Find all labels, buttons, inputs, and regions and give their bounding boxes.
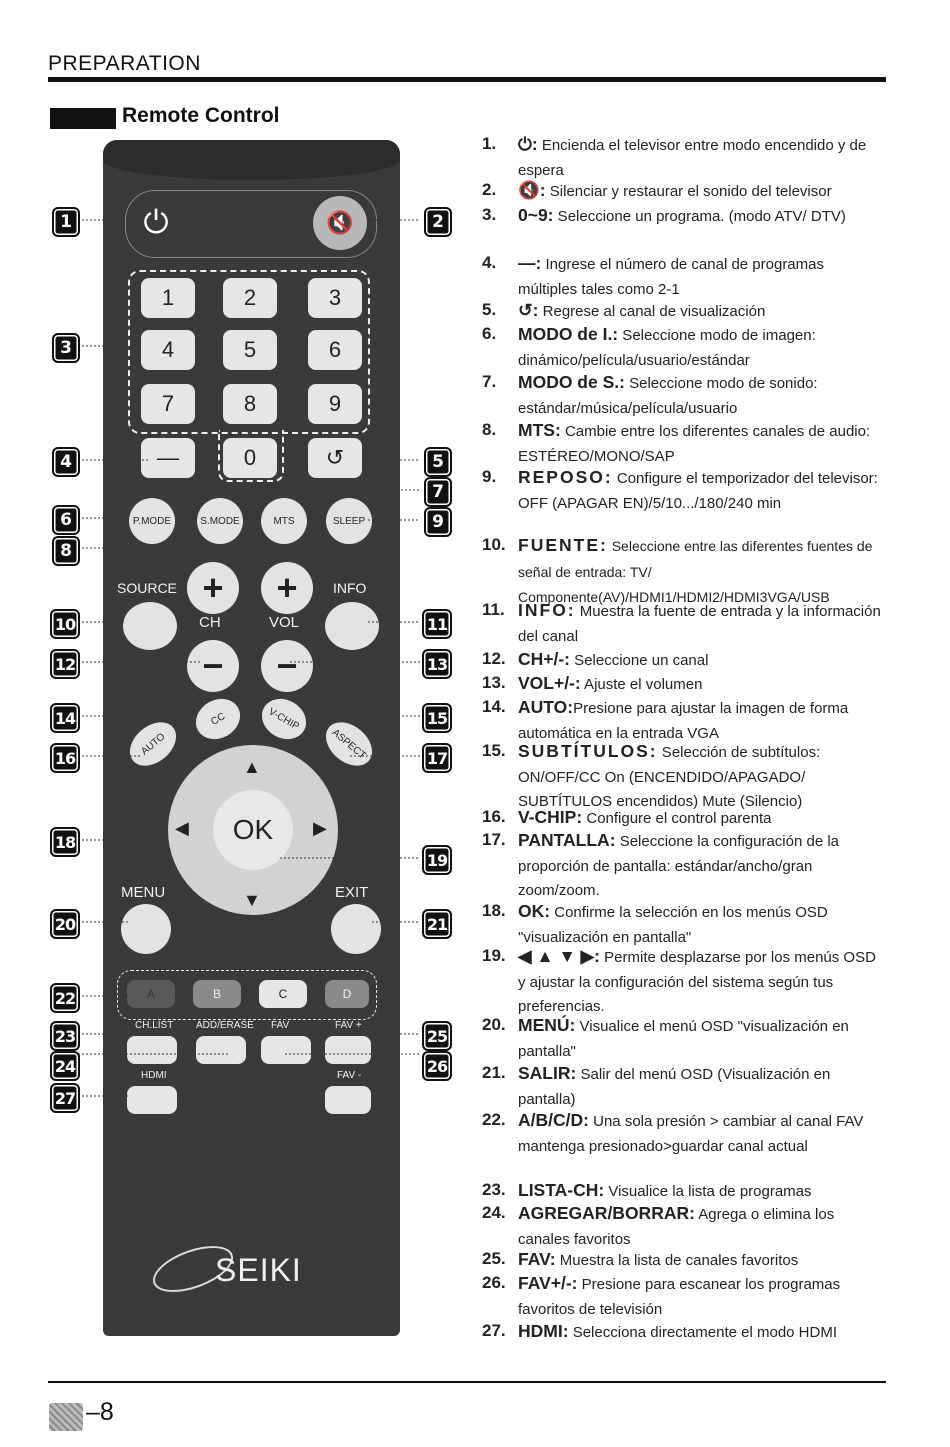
legend-item: 4. —: Ingrese el número de canal de programas múltiples tales como 2-1 xyxy=(482,253,824,298)
callout-badge: 5 xyxy=(424,447,452,477)
legend-item: 18. OK: Confirme la selección en los menús OSD "visualización en pantalla" xyxy=(482,901,828,946)
callout-badge: 13 xyxy=(422,649,452,679)
footer-rule xyxy=(48,1381,886,1383)
legend-item: 16. V-CHIP: Configure el control parenta xyxy=(482,807,772,827)
page-header: PREPARATION xyxy=(48,52,201,75)
fav-label: FAV xyxy=(271,1020,290,1031)
callout-badge: 12 xyxy=(50,649,80,679)
digit-5-button: 5 xyxy=(223,330,277,370)
callout-badge: 24 xyxy=(50,1051,80,1081)
legend-item: 23. LISTA-CH: Visualice la lista de programas xyxy=(482,1180,812,1200)
page-number: –8 xyxy=(86,1398,114,1426)
digit-1-button: 1 xyxy=(141,278,195,318)
callout-badge: 15 xyxy=(422,703,452,733)
legend-item: 21. SALIR: Salir del menú OSD (Visualización en pantalla) xyxy=(482,1063,831,1108)
callout-badge: 25 xyxy=(422,1021,452,1051)
callout-badge: 14 xyxy=(50,703,80,733)
up-arrow-icon: ▲ xyxy=(243,757,261,777)
vol-plus-button: + xyxy=(261,562,313,614)
legend-item: 27. HDMI: Selecciona directamente el modo HDMI xyxy=(482,1321,838,1341)
callout-badge: 1 xyxy=(52,207,80,237)
fav-plus-label: FAV + xyxy=(335,1020,362,1031)
legend-item: 26. FAV+/-: Presione para escanear los programas favoritos de televisión xyxy=(482,1273,841,1318)
pmode-button: P.MODE xyxy=(129,498,175,544)
menu-label: MENU xyxy=(121,884,166,901)
mute-icon: 🔇 xyxy=(313,196,367,250)
callout-badge: 26 xyxy=(422,1051,452,1081)
exit-label: EXIT xyxy=(335,884,369,901)
legend-item: 9. REPOSO: Configure el temporizador del televisor: OFF (APAGAR EN)/5/10.../180/240 min xyxy=(482,467,878,512)
vol-label: VOL xyxy=(269,614,300,631)
legend-item: 25. FAV: Muestra la lista de canales favoritos xyxy=(482,1249,799,1269)
hdmi-label: HDMI xyxy=(141,1070,167,1081)
callout-badge: 9 xyxy=(424,507,452,537)
legend-item: 6. MODO de I.: Seleccione modo de imagen: dinámico/película/usuario/estándar xyxy=(482,324,816,369)
digit-0-button: 0 xyxy=(223,438,277,478)
smode-button: S.MODE xyxy=(197,498,243,544)
legend-item: 17. PANTALLA: Seleccione la configuración de la proporción de pantalla: estándar/ancho/gran zoom/zoom. xyxy=(482,830,840,899)
legend-item: 12. CH+/-: Seleccione un canal xyxy=(482,649,709,669)
digit-8-button: 8 xyxy=(223,384,277,424)
digit-3-button: 3 xyxy=(308,278,362,318)
callout-badge: 4 xyxy=(52,447,80,477)
ch-label: CH xyxy=(199,614,221,631)
adderase-label: ADD/ERASE xyxy=(196,1020,254,1031)
digit-9-button: 9 xyxy=(308,384,362,424)
recall-icon: ↺ xyxy=(308,438,362,478)
fav-minus-label: FAV - xyxy=(337,1070,362,1081)
digit-6-button: 6 xyxy=(308,330,362,370)
legend-item: 20. MENÚ: Visualice el menú OSD "visualización en pantalla" xyxy=(482,1015,849,1060)
legend-item: 2. 🔇: Silenciar y restaurar el sonido del televisor xyxy=(482,180,832,200)
legend-item: 5. ↺: Regrese al canal de visualización xyxy=(482,300,766,320)
right-arrow-icon: ▶ xyxy=(313,818,327,838)
info-label: INFO xyxy=(333,580,367,596)
section-title: Remote Control xyxy=(122,104,280,127)
callout-badge: 19 xyxy=(422,845,452,875)
legend-item: 24. AGREGAR/BORRAR: Agrega o elimina los canales favoritos xyxy=(482,1203,835,1248)
power-icon: ⏻ xyxy=(143,204,169,240)
page-icon xyxy=(49,1403,83,1431)
legend-item: 7. MODO de S.: Seleccione modo de sonido: estándar/música/película/usuario xyxy=(482,372,818,417)
callout-badge: 8 xyxy=(52,536,80,566)
legend-item: 19. ◀ ▲ ▼ ▶: Permite desplazarse por los menús OSD y ajustar la configuración del sistema según tus preferencias. xyxy=(482,946,876,1015)
vchip-button: V-CHIP xyxy=(255,691,314,747)
b-button: B xyxy=(193,980,241,1008)
digit-4-button: 4 xyxy=(141,330,195,370)
legend-item: 11. INFO: Muestra la fuente de entrada y la información del canal xyxy=(482,600,881,645)
digit-7-button: 7 xyxy=(141,384,195,424)
callout-badge: 6 xyxy=(52,505,80,535)
callout-badge: 16 xyxy=(50,743,80,773)
ch-plus-button: + xyxy=(187,562,239,614)
callout-badge: 3 xyxy=(52,333,80,363)
vol-minus-button: − xyxy=(261,640,313,692)
dash-button: — xyxy=(141,438,195,478)
down-arrow-icon: ▼ xyxy=(243,890,261,910)
callout-badge: 7 xyxy=(424,477,452,507)
legend-item: 8. MTS: Cambie entre los diferentes canales de audio: ESTÉREO/MONO/SAP xyxy=(482,420,871,465)
legend-item: 3. 0~9: Seleccione un programa. (modo ATV/ DTV) xyxy=(482,205,846,225)
digit-2-button: 2 xyxy=(223,278,277,318)
legend-item: 15. SUBTÍTULOS: Selección de subtítulos: ON/OFF/CC On (ENCENDIDO/APAGADO/ SUBTÍTULOS encendidos) Mute (Silencio) xyxy=(482,741,821,810)
callout-badge: 17 xyxy=(422,743,452,773)
ok-button: OK xyxy=(213,790,293,870)
callout-badge: 20 xyxy=(50,909,80,939)
source-label: SOURCE xyxy=(117,580,177,596)
ch-minus-button: − xyxy=(187,640,239,692)
auto-button: AUTO xyxy=(122,713,185,774)
d-button: D xyxy=(325,980,369,1008)
chlist-label: CH.LIST xyxy=(135,1020,174,1031)
callout-badge: 22 xyxy=(50,983,80,1013)
callout-badge: 27 xyxy=(50,1083,80,1113)
callout-badge: 21 xyxy=(422,909,452,939)
callout-badge: 11 xyxy=(422,609,452,639)
left-arrow-icon: ◀ xyxy=(175,818,189,838)
callout-badge: 10 xyxy=(50,609,80,639)
aspect-button: ASPECT xyxy=(318,713,381,774)
legend-item: 13. VOL+/-: Ajuste el volumen xyxy=(482,673,703,693)
callout-badge: 23 xyxy=(50,1021,80,1051)
a-button: A xyxy=(127,980,175,1008)
legend-item: 14. AUTO:Presione para ajustar la imagen de forma automática en la entrada VGA xyxy=(482,697,849,742)
legend-item: 10. FUENTE: Seleccione entre las diferentes fuentes de señal de entrada: TV/ Componente(AV)/HDMI1/HDMI2/HDMI3VGA/USB xyxy=(482,535,873,605)
brand-logo: SEIKI xyxy=(215,1252,302,1288)
legend-item: 1. ⏻: Encienda el televisor entre modo encendido y de espera xyxy=(482,134,867,179)
sleep-button: SLEEP xyxy=(326,498,372,544)
c-button: C xyxy=(259,980,307,1008)
mts-button: MTS xyxy=(261,498,307,544)
legend-item: 22. A/B/C/D: Una sola presión > cambiar al canal FAV mantenga presionado>guardar canal actual xyxy=(482,1110,864,1155)
cc-button: CC xyxy=(189,691,248,747)
callout-badge: 2 xyxy=(424,207,452,237)
callout-badge: 18 xyxy=(50,827,80,857)
